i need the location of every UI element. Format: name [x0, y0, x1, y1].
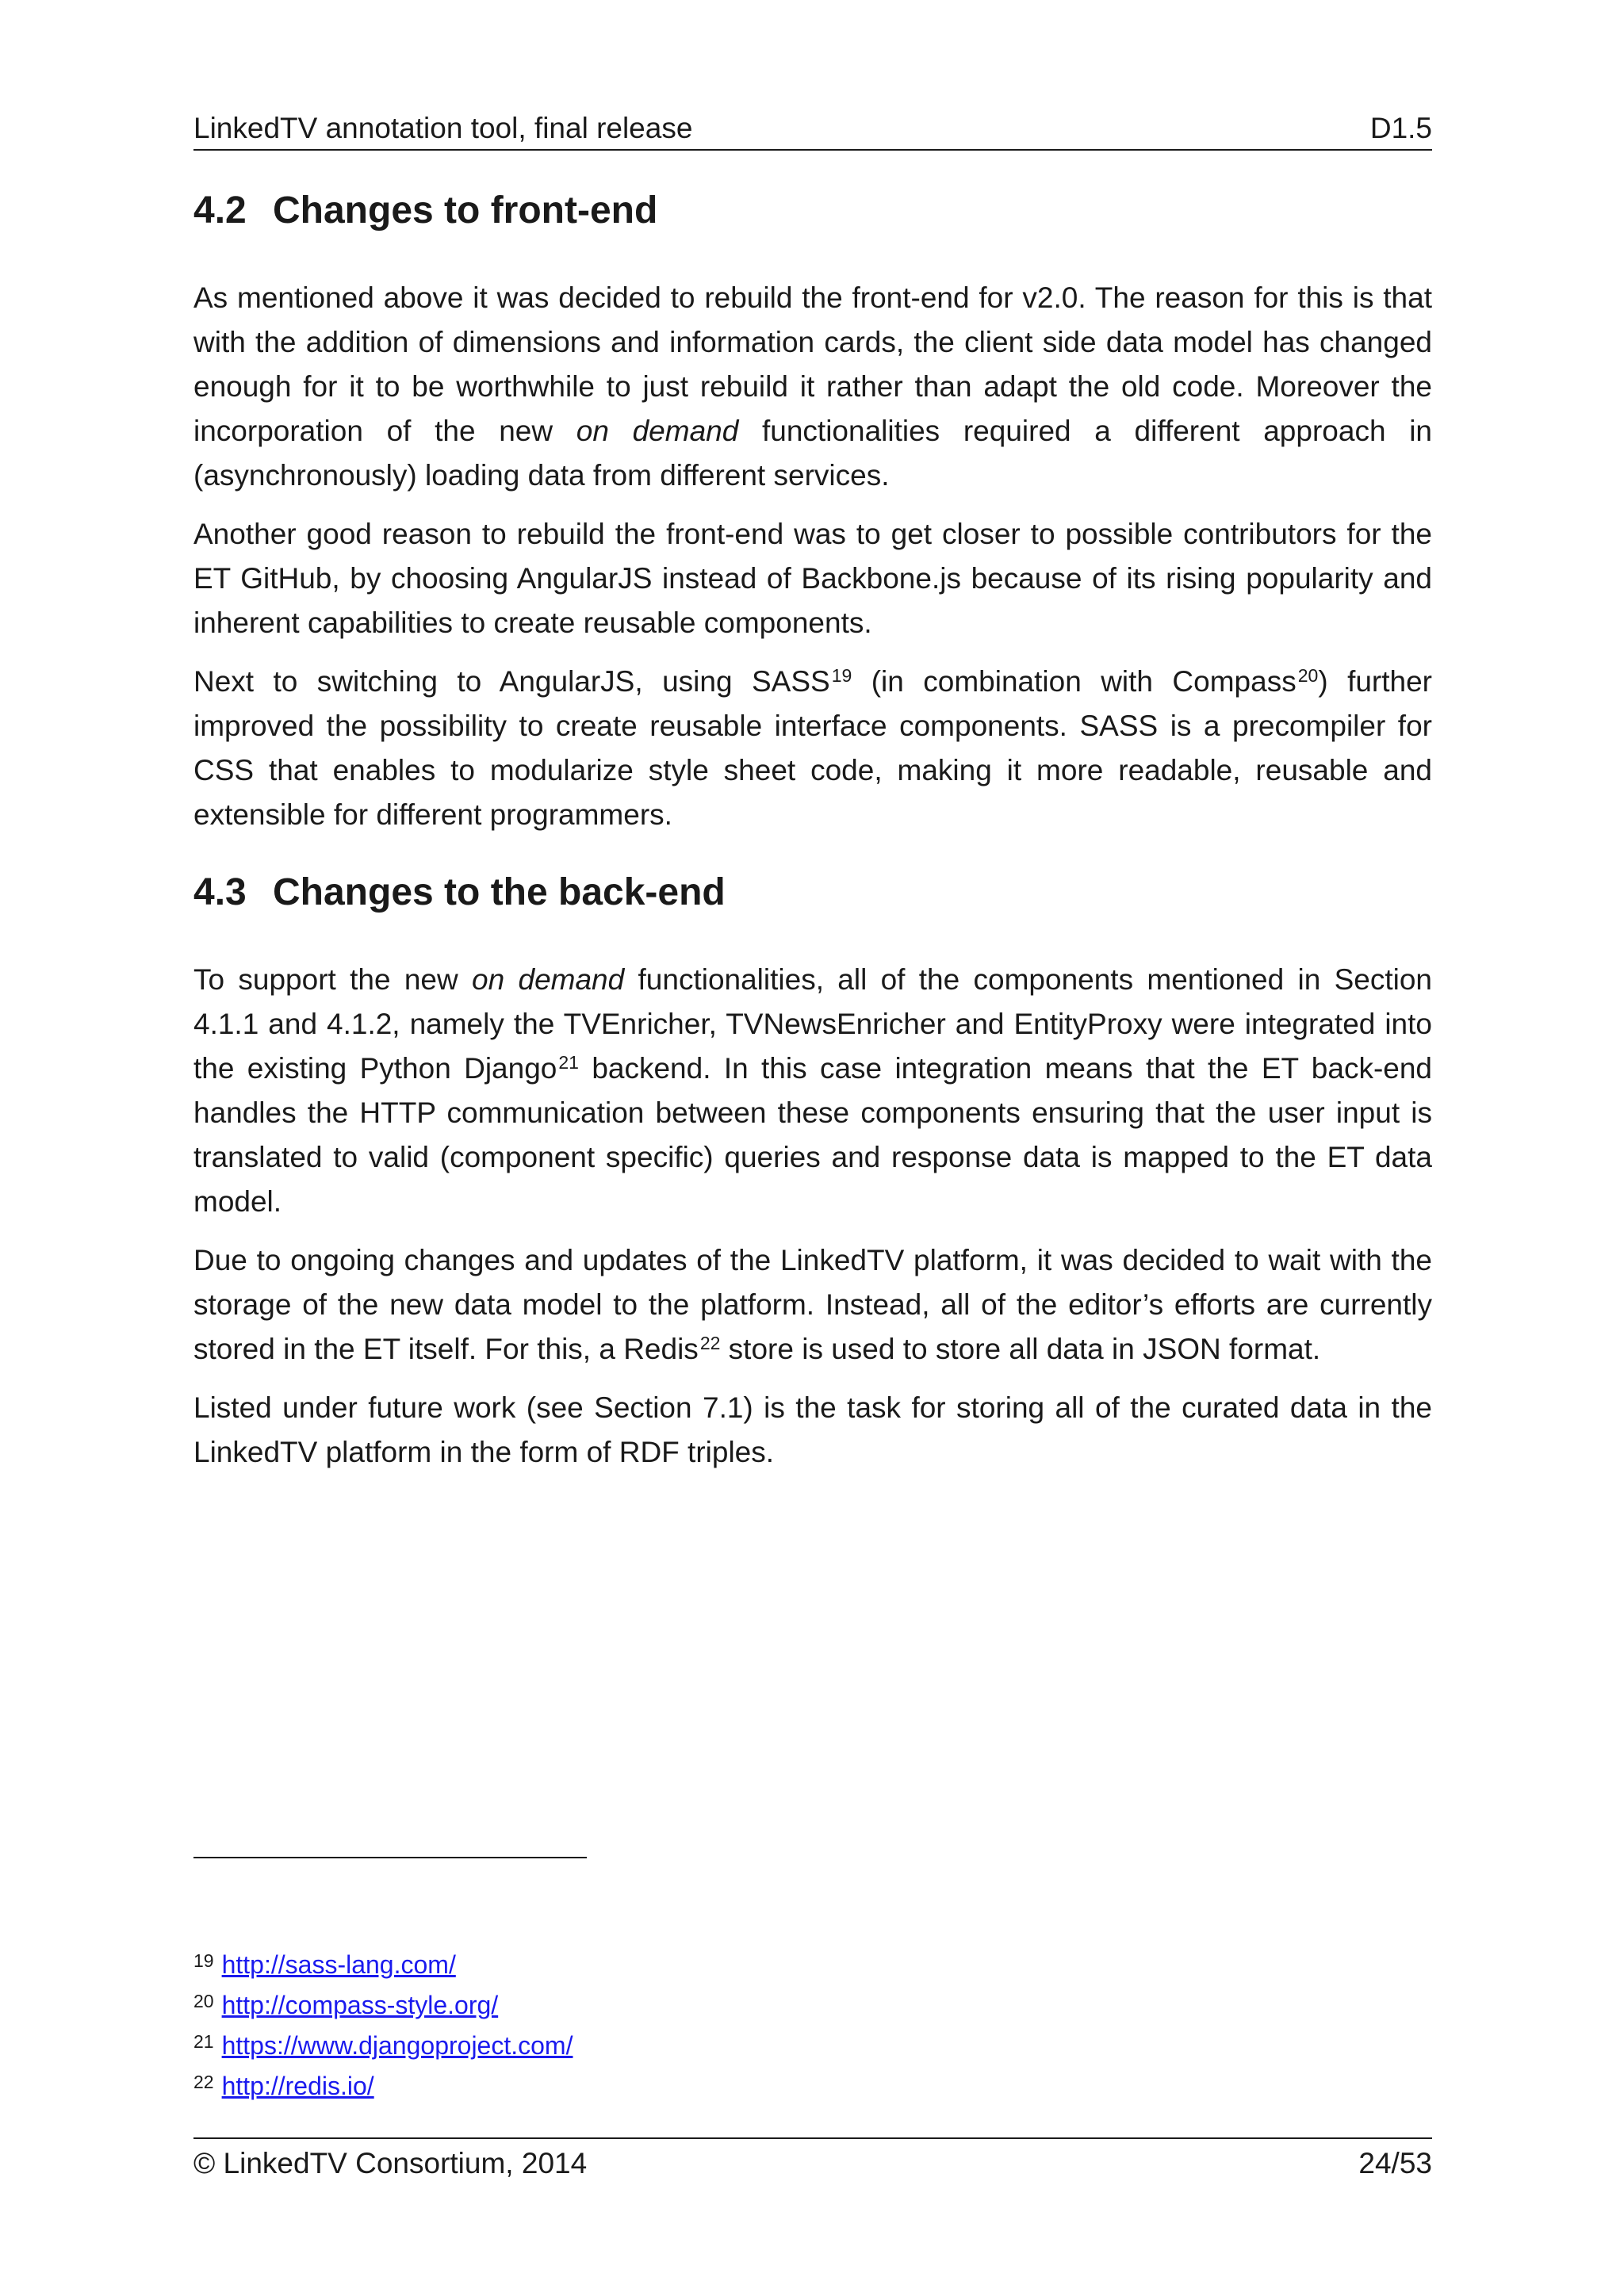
text-run: functionalities required a different approach in (asynchronously) loading data from different services.: [193, 415, 1432, 492]
section-title: Changes to front-end: [273, 189, 658, 232]
section-number: 4.3: [193, 871, 247, 913]
footnotes: [193, 1941, 1432, 2103]
section-heading-4-2: [193, 187, 1432, 235]
section-number: 4.2: [193, 189, 247, 232]
text-run: Due to ongoing changes and updates of the LinkedTV platform, it was decided to wait with the storage of the new data model to the platform. Instead, all of the editor’s efforts are currently stored in the ET itself. For this, a Redis: [193, 1244, 1432, 1365]
footnote-number: 22: [193, 2072, 214, 2092]
header-doc-id: D1.5: [1369, 112, 1432, 144]
footer-copyright: © LinkedTV Consortium, 2014: [193, 2147, 588, 2179]
running-footer: [193, 2137, 1432, 2183]
text-run: backend. In this case integration means that the ET back-end handles the HTTP communication between these components ensuring that the user input is translated to valid (component specific) queries and response data is mapped to the ET data model.: [193, 1052, 1432, 1218]
main-content: [193, 187, 1432, 1489]
paragraph: [193, 276, 1432, 498]
footnote-ref-22[interactable]: 22: [699, 1333, 721, 1353]
text-run: store is used to store all data in JSON format.: [720, 1333, 1321, 1365]
paragraph: [193, 1238, 1432, 1372]
section-title: Changes to the back-end: [273, 871, 726, 913]
footnote-ref-19[interactable]: 19: [831, 665, 852, 686]
footnote-ref-20[interactable]: 20: [1297, 665, 1319, 686]
page-number: 24/53: [1358, 2147, 1432, 2179]
footnote-link[interactable]: https://www.djangoproject.com/: [221, 2031, 573, 2060]
paragraph: [193, 958, 1432, 1224]
emphasis: on demand: [576, 415, 739, 447]
paragraph: Listed under future work (see Section 7.1) is the task for storing all of the curated data in the LinkedTV platform in the form of RDF triples.: [193, 1391, 1432, 1468]
emphasis: on demand: [472, 963, 625, 996]
footnote-20: [193, 1981, 1432, 2022]
footnote-19: [193, 1941, 1432, 1981]
footnote-number: 19: [193, 1950, 214, 1971]
footnote-link[interactable]: http://sass-lang.com/: [221, 1950, 456, 1979]
footnote-ref-21[interactable]: 21: [558, 1052, 579, 1073]
paragraph: [193, 660, 1432, 837]
footnote-link[interactable]: http://compass-style.org/: [221, 1991, 499, 2019]
text-run: To support the new: [193, 963, 473, 996]
footnote-separator: [193, 1857, 587, 1858]
section-heading-4-3: [193, 869, 1432, 916]
document-page: [193, 0, 1432, 2296]
running-header: [193, 109, 1432, 151]
text-run: functionalities, all of the components mentioned in Section 4.1.1 and 4.1.2, namely the TVEnricher, TVNewsEnricher and EntityProxy were integrated into the existing Python Django: [193, 963, 1432, 1085]
footnote-number: 20: [193, 1991, 214, 2011]
text-run: Next to switching to AngularJS, using SASS: [193, 665, 830, 698]
header-title: LinkedTV annotation tool, final release: [193, 112, 693, 144]
footnote-21: [193, 2022, 1432, 2062]
paragraph: Another good reason to rebuild the front-end was to get closer to possible contributors for the ET GitHub, by choosing AngularJS instead of Backbone.js because of its rising popularity and inherent capabilities to create reusable components.: [193, 518, 1432, 639]
footnote-22: [193, 2062, 1432, 2103]
text-run: ) further improved the possibility to create reusable interface components. SASS is a precompiler for CSS that enables to modularize style sheet code, making it more readable, reusable and extensible for different programmers.: [193, 665, 1433, 831]
footnote-link[interactable]: http://redis.io/: [221, 2072, 374, 2100]
text-run: (in combination with Compass: [852, 665, 1297, 698]
text-run: As mentioned above it was decided to rebuild the front-end for v2.0. The reason for this is that with the addition of dimensions and information cards, the client side data model has changed enough for it to be worthwhile to just rebuild it rather than adapt the old code. Moreover the incorporation of the new: [193, 281, 1432, 447]
footnote-number: 21: [193, 2031, 214, 2052]
